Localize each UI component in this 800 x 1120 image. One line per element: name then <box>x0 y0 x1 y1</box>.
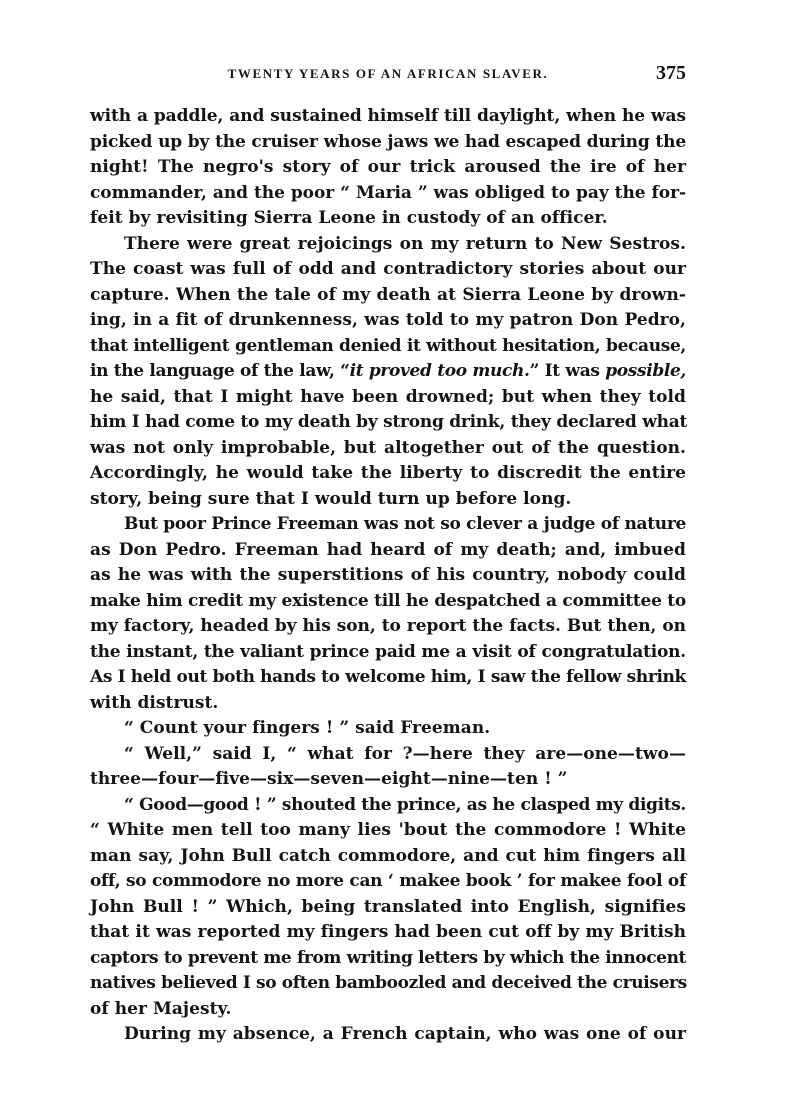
text-line: was not only improbable, but altogether out of the question. <box>90 437 686 458</box>
text-line: picked up by the cruiser whose jaws we had escaped during the <box>90 131 686 152</box>
text-line: as Don Pedro. Freeman had heard of my death; and, imbued <box>90 539 686 560</box>
text-line: with a paddle, and sustained himself till daylight, when he was <box>90 106 686 126</box>
text-line: capture. When the tale of my death at Sierra Leone by drown- <box>90 284 686 305</box>
text-segment: in the language of the law, “ <box>90 361 350 381</box>
text-line: make him credit my existence till he despatched a committee to <box>90 590 686 611</box>
text-line: that intelligent gentleman denied it without hesitation, because, <box>90 335 686 356</box>
text-line: natives believed I so often bamboozled and deceived the cruisers <box>90 973 687 993</box>
text-line: captors to prevent me from writing letters by which the innocent <box>90 947 686 968</box>
text-line: As I held out both hands to welcome him, I saw the fellow shrink <box>90 667 686 687</box>
text-line: During my absence, a French captain, who was one of our <box>124 1024 686 1044</box>
text-line <box>90 359 686 385</box>
text-line: John Bull ! ” Which, being translated into English, signifies <box>90 896 686 917</box>
running-title: TWENTY YEARS OF AN AFRICAN SLAVER. <box>227 66 549 81</box>
text-line: “ Good—good ! ” shouted the prince, as he clasped my digits. <box>124 794 686 815</box>
text-segment: ” It was <box>529 361 600 381</box>
text-line: ing, in a fit of drunkenness, was told to my patron Don Pedro, <box>90 310 686 330</box>
text-line: Accordingly, he would take the liberty to discredit the entire <box>90 463 686 483</box>
text-line: feit by revisiting Sierra Leone in custody of an officer. <box>90 208 608 228</box>
text-line: as he was with the superstitions of his country, nobody could <box>90 565 686 585</box>
text-line: he said, that I might have been drowned; but when they told <box>90 386 686 407</box>
text-line: “ Count your fingers ! ” said Freeman. <box>124 718 491 738</box>
text-line: man say, John Bull catch commodore, and cut him fingers all <box>90 845 686 866</box>
italic-phrase: it proved too much. <box>349 361 530 381</box>
text-line: him I had come to my death by strong drink, they declared what <box>90 412 688 432</box>
text-line: with distrust. <box>90 692 219 713</box>
text-line: commander, and the poor “ Maria ” was obliged to pay the for- <box>90 182 686 203</box>
text-line: But poor Prince Freeman was not so clever a judge of nature <box>124 514 687 534</box>
text-line: There were great rejoicings on my return to New Sestros. <box>124 233 686 254</box>
text-line: my factory, headed by his son, to report the facts. But then, on <box>90 616 686 636</box>
running-head <box>90 62 686 88</box>
text-line: night! The negro's story of our trick aroused the ire of her <box>90 157 686 177</box>
page-number: 375 <box>656 62 686 84</box>
text-line: three—four—five—six—seven—eight—nine—ten ! ” <box>90 769 568 789</box>
body-text <box>90 104 686 1048</box>
italic-word: possible, <box>605 361 687 381</box>
text-line: that it was reported my fingers had been cut off by my British <box>90 922 686 942</box>
text-line: The coast was full of odd and contradictory stories about our <box>90 259 686 279</box>
text-line: story, being sure that I would turn up before long. <box>90 488 572 509</box>
text-line: “ Well,” said I, “ what for ?—here they are—one—two— <box>124 743 686 764</box>
text-line: off, so commodore no more can ‘ makee book ’ for makee fool of <box>90 871 686 891</box>
text-line: “ White men tell too many lies 'bout the commodore ! White <box>90 820 686 840</box>
text-line: of her Majesty. <box>90 998 232 1019</box>
text-line: the instant, the valiant prince paid me a visit of congratulation. <box>90 641 686 662</box>
